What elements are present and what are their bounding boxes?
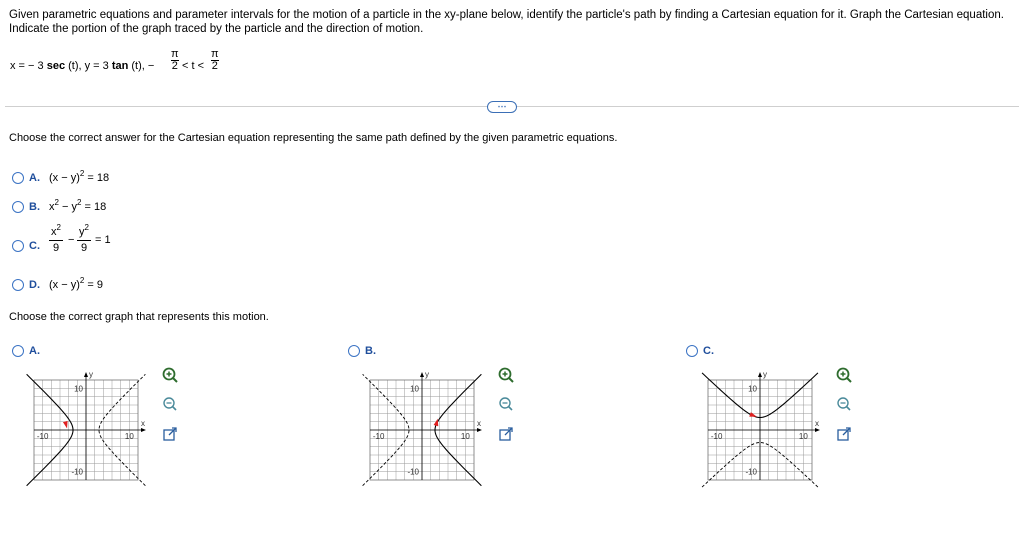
x-axis-arrow xyxy=(815,428,820,432)
y-axis-arrow xyxy=(420,372,424,377)
y-tick-label: -10 xyxy=(71,467,83,477)
x-tick-label: -10 xyxy=(36,432,49,441)
option-d-equation[interactable]: $(x - y)^2 = 9$ xyxy=(49,276,103,291)
graph-c-letter: C. xyxy=(703,345,714,357)
direction-arrow xyxy=(749,412,757,417)
option-b-equation[interactable]: $x^2 - y^2 = 18$ xyxy=(49,198,107,213)
open-new-window-icon[interactable] xyxy=(835,425,853,443)
x-axis-label: x xyxy=(815,419,819,428)
x-tick-label: 10 xyxy=(798,432,808,441)
open-new-window-icon[interactable] xyxy=(497,425,515,443)
zoom-in-icon[interactable] xyxy=(835,366,853,384)
y-axis-arrow xyxy=(84,372,88,377)
graph-b-letter: B. xyxy=(365,345,376,357)
y-axis-label: y xyxy=(763,370,767,379)
zoom-in-icon[interactable] xyxy=(497,366,515,384)
graph-a-letter: A. xyxy=(29,345,40,357)
question-cartesian: Choose the correct answer for the Cartesian equation representing the same path defined by the given parametric equations. xyxy=(9,132,618,144)
x-axis-arrow xyxy=(141,428,146,432)
option-b-radio[interactable] xyxy=(12,201,24,213)
graph-c-radio[interactable] xyxy=(686,345,698,357)
y-tick-label: -10 xyxy=(745,467,757,477)
option-a-equation[interactable]: $(x - y)^2 = 18$ xyxy=(49,169,110,184)
option-a-letter: A. xyxy=(29,172,40,184)
zoom-out-icon[interactable] xyxy=(497,395,515,413)
y-axis-label: y xyxy=(89,370,93,379)
x-axis-label: x xyxy=(141,419,145,428)
question-graph: Choose the correct graph that represents this motion. xyxy=(9,311,269,323)
zoom-out-icon[interactable] xyxy=(161,395,179,413)
graph-a-radio[interactable] xyxy=(12,345,24,357)
x-tick-label: -10 xyxy=(372,432,385,441)
interval-lt: < t < xyxy=(182,60,205,72)
graph-b[interactable] xyxy=(362,364,492,490)
parametric-equations: x = − 3 sec (t), y = 3 tan (t), − xyxy=(10,60,155,72)
problem-statement: Given parametric equations and parameter intervals for the motion of a particle in the xy-plane below, identify the particle's path by finding a Cartesian equation for it. Graph the Cartesian equation. Indicate the portion of the graph traced by the particle and the direction of motion. xyxy=(9,9,1004,35)
graph-b-radio[interactable] xyxy=(348,345,360,357)
x-tick-label: -10 xyxy=(710,432,723,441)
option-c-letter: C. xyxy=(29,240,40,252)
y-tick-label: 10 xyxy=(410,384,419,394)
direction-arrow xyxy=(434,419,439,427)
x-axis-arrow xyxy=(477,428,482,432)
graph-c[interactable] xyxy=(700,364,830,490)
option-d-radio[interactable] xyxy=(12,279,24,291)
y-tick-label: -10 xyxy=(407,467,419,477)
x-axis-label: x xyxy=(477,419,481,428)
more-options-button[interactable]: ⋯ xyxy=(487,101,517,113)
x-tick-label: 10 xyxy=(124,432,134,441)
y-tick-label: 10 xyxy=(74,384,83,394)
zoom-out-icon[interactable] xyxy=(835,395,853,413)
graph-a[interactable] xyxy=(26,364,156,490)
direction-arrow xyxy=(63,421,68,429)
pi-over-2: $\frac{\pi}{2}$ xyxy=(211,48,219,72)
y-tick-label: 10 xyxy=(748,384,757,394)
option-b-letter: B. xyxy=(29,201,40,213)
option-c-radio[interactable] xyxy=(12,240,24,252)
open-new-window-icon[interactable] xyxy=(161,425,179,443)
option-a-radio[interactable] xyxy=(12,172,24,184)
option-c-equation[interactable]: $x^2$ 9 − $y^2$ 9 = 1 xyxy=(51,223,111,254)
zoom-in-icon[interactable] xyxy=(161,366,179,384)
y-axis-arrow xyxy=(758,372,762,377)
option-d-letter: D. xyxy=(29,279,40,291)
neg-pi-over-2: $\frac{\pi}{2}$ xyxy=(171,48,179,72)
y-axis-label: y xyxy=(425,370,429,379)
x-tick-label: 10 xyxy=(460,432,470,441)
